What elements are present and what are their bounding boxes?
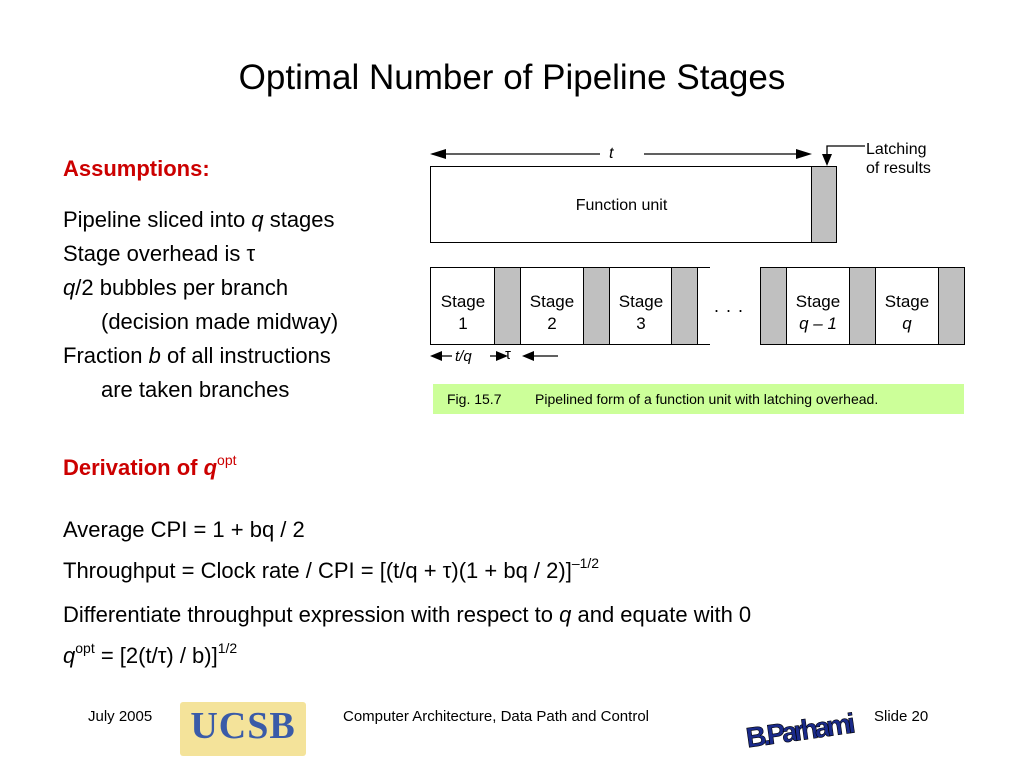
footer-slide-number: Slide 20 [874, 708, 929, 725]
equation-differentiate-var: q [559, 602, 572, 627]
equation-qopt [63, 635, 751, 679]
derivation-equations [63, 509, 751, 679]
stage-q-1-latch [849, 267, 876, 345]
author-logo [738, 694, 862, 758]
footer-course: Computer Architecture, Data Path and Control [343, 708, 649, 725]
slide-title: Optimal Number of Pipeline Stages [238, 58, 786, 97]
svg-text:B.Parhami: B.Parhami [744, 707, 858, 754]
caption-fig-number: Fig. 15.7 [447, 391, 502, 407]
equation-differentiate-post: and equate with 0 [571, 602, 752, 627]
tau-label: τ [505, 346, 511, 363]
function-unit-latch [811, 166, 837, 243]
derivation-heading [63, 452, 237, 481]
equation-differentiate [63, 594, 751, 635]
latching-line-1: Latching [866, 141, 927, 158]
assumption-1-post: stages [263, 207, 335, 232]
stage-1-latch [494, 267, 521, 345]
assumption-line-2 [63, 237, 338, 271]
equation-qopt-var: q [63, 643, 76, 668]
footer-date: July 2005 [88, 708, 153, 725]
ucsb-logo-text: UCSB [190, 705, 296, 747]
stage-q-1-left-latch [760, 267, 787, 345]
stage-1-label [432, 291, 494, 335]
assumption-5-var: b [148, 343, 161, 368]
assumption-line-3 [63, 271, 338, 305]
function-unit-label: Function unit [575, 197, 668, 214]
stage-1-word: Stage [440, 292, 486, 311]
assumption-line-4: (decision made midway) [101, 309, 339, 334]
stage-2-label [521, 291, 583, 335]
assumption-line-1 [63, 203, 338, 237]
stage-2-latch [583, 267, 610, 345]
assumption-3-var: q [63, 275, 76, 300]
stage-2-word: Stage [529, 292, 575, 311]
stage-2-num: 2 [547, 314, 557, 333]
assumptions-list [63, 203, 338, 407]
stage-3-num: 3 [636, 314, 646, 333]
assumption-3-post: /2 bubbles per branch [75, 275, 289, 300]
latching-label [866, 140, 931, 178]
assumption-line-5 [63, 339, 338, 373]
stage-3-latch [671, 267, 698, 345]
equation-cpi: Average CPI = 1 + bq / 2 [63, 517, 305, 542]
stage-ellipsis: . . . [714, 296, 745, 316]
equation-throughput [63, 550, 751, 594]
stage-q-1-num: q – 1 [799, 314, 837, 333]
assumption-2-pre: Stage overhead is [63, 241, 247, 266]
stage-q-latch [938, 267, 965, 345]
derivation-heading-text: Derivation of [63, 455, 204, 480]
derivation-heading-var: q [203, 455, 218, 480]
stage-q-1-word: Stage [795, 292, 841, 311]
stage-3-label [610, 291, 672, 335]
assumption-5-pre: Fraction [63, 343, 149, 368]
assumptions-heading: Assumptions: [63, 156, 210, 181]
ucsb-logo [180, 702, 306, 756]
t-arrow [428, 142, 828, 166]
stage-q-1-label [787, 291, 849, 335]
tq-label: t/q [455, 348, 472, 365]
assumption-1-pre: Pipeline sliced into [63, 207, 252, 232]
equation-qopt-body: = [2(t/τ) / b)] [94, 643, 218, 668]
stage-3-word: Stage [618, 292, 664, 311]
assumption-2-var: τ [246, 241, 256, 266]
figure-caption [433, 384, 964, 414]
equation-throughput-text: Throughput = Clock rate / CPI = [(t/q + τ)(1 + bq / 2)] [63, 558, 572, 583]
stage-q-label [876, 291, 938, 335]
tq-tau-arrows [428, 346, 563, 366]
stage-q-word: Stage [884, 292, 930, 311]
stage-q-num: q [902, 314, 912, 333]
equation-differentiate-pre: Differentiate throughput expression with respect to [63, 602, 560, 627]
latching-line-2: of results [866, 160, 931, 177]
equation-throughput-sup: –1/2 [571, 555, 600, 571]
assumption-1-var: q [251, 207, 264, 232]
assumption-5-post: of all instructions [160, 343, 331, 368]
assumption-line-6: are taken branches [101, 377, 290, 402]
caption-text: Pipelined form of a function unit with latching overhead. [535, 391, 879, 407]
equation-qopt-sup: opt [75, 640, 95, 656]
t-label: t [609, 145, 614, 162]
stage-1-num: 1 [458, 314, 468, 333]
derivation-heading-sup: opt [217, 452, 237, 468]
equation-qopt-sup2: 1/2 [217, 640, 238, 656]
